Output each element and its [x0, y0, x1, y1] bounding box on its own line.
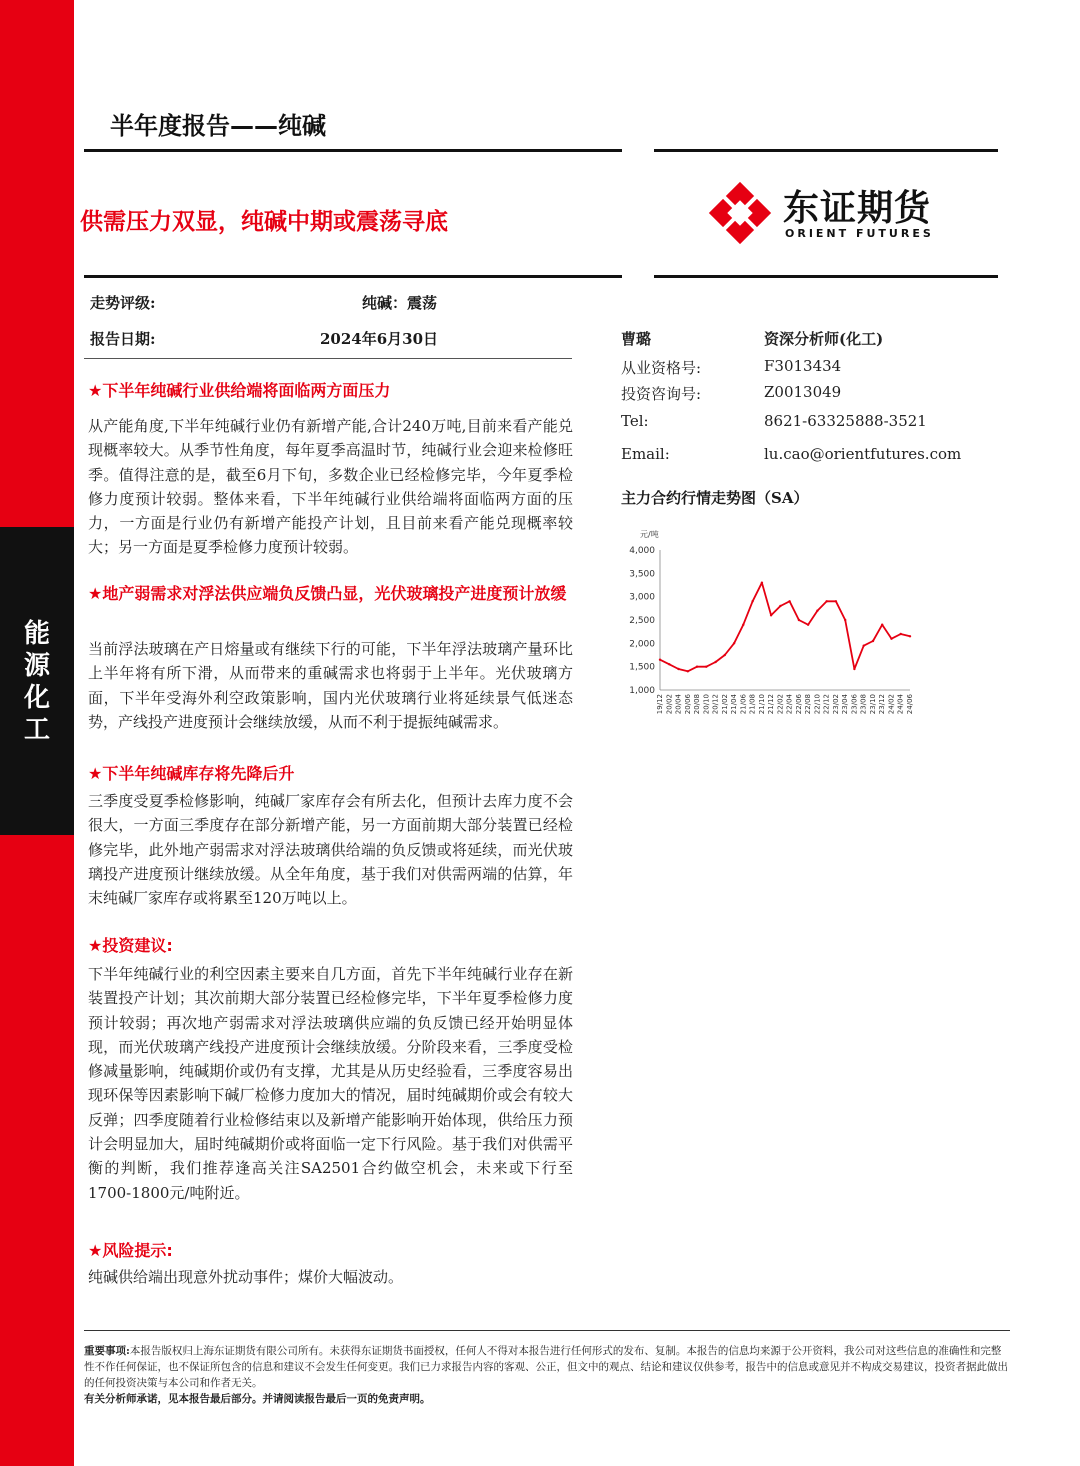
sector-char: 工: [23, 715, 50, 745]
data-point: [687, 670, 689, 672]
data-point: [816, 610, 818, 612]
data-point: [724, 654, 726, 656]
x-tick-label: 19/12: [656, 694, 664, 715]
data-point: [863, 645, 865, 647]
x-tick-label: 21/06: [739, 694, 748, 715]
sector-char: 源: [23, 651, 50, 681]
data-point: [668, 663, 670, 665]
analyst-email[interactable]: lu.cao@orientfutures.com: [764, 445, 962, 463]
x-tick-label: 22/12: [822, 694, 831, 715]
series-line: [660, 583, 910, 672]
x-tick-label: 20/08: [693, 694, 702, 715]
title-rule-right: [654, 275, 998, 278]
section-body: 从产能角度,下半年纯碱行业仍有新增产能,合计240万吨,目前来看产能兑现概率较大。从季节性角度，每年夏季高温时节，纯碱行业会迎来检修旺季。值得注意的是，截至6月下旬，多数企业已经检修完毕，今年夏季检修力度预计较弱。整体来看，下半年纯碱行业供给端将面临两方面的压力，一方面是行业仍有新增产能投产计划，且目前来看产能兑现概率较大；另一方面是夏季检修力度预计较弱。: [88, 417, 573, 557]
x-tick-label: 23/02: [831, 694, 840, 715]
x-tick-label: 24/06: [906, 694, 914, 715]
analyst-field-label: Email:: [621, 445, 670, 463]
analyst-disclaimer: 有关分析师承诺，见本报告最后部分。并请阅读报告最后一页的免责声明。: [84, 1393, 431, 1405]
data-point: [677, 668, 679, 670]
y-tick-label: 1,000: [629, 686, 655, 696]
data-point: [659, 659, 661, 661]
data-point: [733, 642, 735, 644]
meta-divider: [84, 358, 572, 359]
data-point: [788, 600, 790, 602]
x-tick-label: 21/04: [730, 694, 739, 715]
analyst-field-label: 从业资格号:: [621, 359, 702, 377]
data-point: [751, 600, 753, 602]
x-tick-label: 20/10: [702, 694, 711, 715]
x-tick-label: 22/06: [794, 694, 803, 715]
x-tick-label: 23/08: [859, 694, 868, 715]
data-point: [909, 635, 911, 637]
footer-divider: [84, 1330, 1010, 1331]
x-tick-label: 23/12: [878, 694, 887, 715]
data-point: [853, 668, 855, 670]
data-point: [714, 661, 716, 663]
analyst-field-label: 投资咨询号:: [621, 385, 702, 403]
data-point: [807, 624, 809, 626]
section-body: 三季度受夏季检修影响，纯碱厂家库存会有所去化，但预计去库力度不会很大，一方面三季度存在部分新增产能，另一方面前期大部分装置已经检修完毕，此外地产弱需求对浮法玻璃供给端的负反馈或将延续，而光伏玻璃投产进度预计继续放缓。从全年角度，基于我们对供需两端的估算，年末纯碱厂家库存或将累至120万吨以上。: [88, 792, 573, 908]
rating-label: 走势评级:: [90, 294, 156, 312]
x-tick-label: 22/10: [813, 694, 822, 715]
x-tick-label: 22/04: [785, 694, 794, 715]
analyst-name: 曹璐: [621, 330, 652, 348]
x-tick-label: 20/04: [674, 694, 683, 715]
header-rule-left: [84, 149, 622, 152]
y-tick-label: 2,000: [629, 639, 655, 650]
logo-mark-icon: [705, 178, 775, 248]
x-tick-label: 23/06: [850, 694, 859, 715]
analyst-field-value: F3013434: [764, 357, 842, 375]
y-tick-label: 1,500: [629, 662, 655, 673]
x-tick-label: 24/02: [887, 694, 896, 715]
logo-text-en: ORIENT FUTURES: [785, 227, 934, 240]
data-point: [890, 638, 892, 640]
date-value: 2024年6月30日: [320, 330, 439, 348]
x-tick-label: 21/10: [757, 694, 766, 715]
data-point: [826, 600, 828, 602]
section-heading: ★下半年纯碱库存将先降后升: [88, 764, 295, 783]
sector-char: 能: [23, 619, 50, 649]
title-rule-left: [84, 275, 622, 278]
data-point: [705, 666, 707, 668]
analyst-field-value: Z0013049: [764, 383, 842, 401]
data-point: [779, 605, 781, 607]
y-axis-unit: 元/吨: [640, 530, 659, 539]
logo-text-cn: 东证期货: [783, 188, 932, 229]
section-body: 当前浮法玻璃在产日熔量或有继续下行的可能，下半年浮法玻璃产量环比上半年将有所下滑，从而带来的重碱需求也将弱于上半年。光伏玻璃方面，下半年受海外利空政策影响，国内光伏玻璃行业将延续景气低迷态势，产线投产进度预计会继续放缓，从而不利于提振纯碱需求。: [88, 640, 573, 731]
data-point: [761, 582, 763, 584]
section-heading: ★下半年纯碱行业供给端将面临两方面压力: [88, 381, 391, 400]
x-tick-label: 20/12: [711, 694, 720, 715]
data-point: [900, 633, 902, 635]
x-tick-label: 21/12: [767, 694, 776, 715]
data-point: [881, 624, 883, 626]
section-heading: ★投资建议:: [88, 936, 173, 955]
page-title: 供需压力双显，纯碱中期或震荡寻底: [80, 209, 448, 235]
y-tick-label: 4,000: [629, 546, 655, 556]
notice-label: 重要事项:: [84, 1345, 130, 1357]
data-point: [872, 640, 874, 642]
sector-char: 化: [23, 683, 50, 713]
x-tick-label: 21/08: [748, 694, 757, 715]
x-tick-label: 23/04: [841, 694, 850, 715]
data-point: [798, 619, 800, 621]
header-rule-right: [654, 149, 998, 152]
y-tick-label: 3,500: [629, 569, 655, 580]
section-body: 下半年纯碱行业的利空因素主要来自几方面，首先下半年纯碱行业存在新装置投产计划；其次前期大部分装置已经检修完毕，下半年夏季检修力度预计较弱；再次地产弱需求对浮法玻璃供应端的负反馈已经开始明显体现，而光伏玻璃产线投产进度预计会继续放缓。分阶段来看，三季度受检修减量影响，纯碱期价或仍有支撑，尤其是从历史经验看，三季度容易出现环保等因素影响下碱厂检修力度加大的情况，届时纯碱期价或会有较大反弹；四季度随着行业检修结束以及新增产能影响开始体现，供给压力预计会明显加大，届时纯碱期价或将面临一定下行风险。基于我们对供需平衡的判断，我们推荐逢高关注SA2501合约做空机会，未来或下行至1700-1800元/吨附近。: [88, 965, 573, 1202]
analyst-field-label: Tel:: [621, 412, 649, 430]
company-logo: [705, 178, 1005, 248]
x-tick-label: 22/02: [776, 694, 785, 715]
x-tick-label: 20/06: [683, 694, 692, 715]
rating-value: 纯碱：震荡: [362, 294, 438, 312]
data-point: [835, 600, 837, 602]
date-label: 报告日期:: [90, 330, 156, 348]
data-point: [770, 614, 772, 616]
x-tick-label: 22/08: [804, 694, 813, 715]
x-tick-label: 20/02: [665, 694, 674, 715]
x-tick-label: 21/02: [720, 694, 729, 715]
x-tick-label: 24/04: [896, 694, 905, 715]
y-tick-label: 3,000: [629, 592, 655, 603]
notice-text: 本报告版权归上海东证期货有限公司所有。未获得东证期货书面授权，任何人不得对本报告进行任何形式的发布、复制。本报告的信息均来源于公开资料，我公司对这些信息的准确性和完整性不作任何保证，也不保证所包含的信息和建议不会发生任何变更。我们已力求报告内容的客观、公正，但文中的观点、结论和建议仅供参考，报告中的信息或意见并不构成交易建议，投资者据此做出的任何投资决策与本公司和作者无关。: [84, 1345, 1008, 1389]
x-tick-label: 23/10: [868, 694, 877, 715]
y-tick-label: 2,500: [629, 616, 655, 626]
price-chart: [620, 525, 920, 725]
sector-label: [0, 618, 74, 746]
section-heading: ★风险提示:: [88, 1241, 173, 1260]
data-point: [844, 619, 846, 621]
section-heading: ★地产弱需求对浮法供应端负反馈凸显，光伏玻璃投产进度预计放缓: [88, 584, 567, 603]
report-type: 半年度报告——纯碱: [110, 112, 326, 140]
chart-title: 主力合约行情走势图（SA）: [621, 489, 809, 507]
section-body: 纯碱供给端出现意外扰动事件；煤价大幅波动。: [88, 1268, 404, 1286]
analyst-field-value: 8621-63325888-3521: [764, 412, 927, 430]
analyst-role: 资深分析师(化工): [764, 330, 884, 348]
footer: [84, 1343, 1010, 1407]
data-point: [696, 666, 698, 668]
data-point: [742, 624, 744, 626]
